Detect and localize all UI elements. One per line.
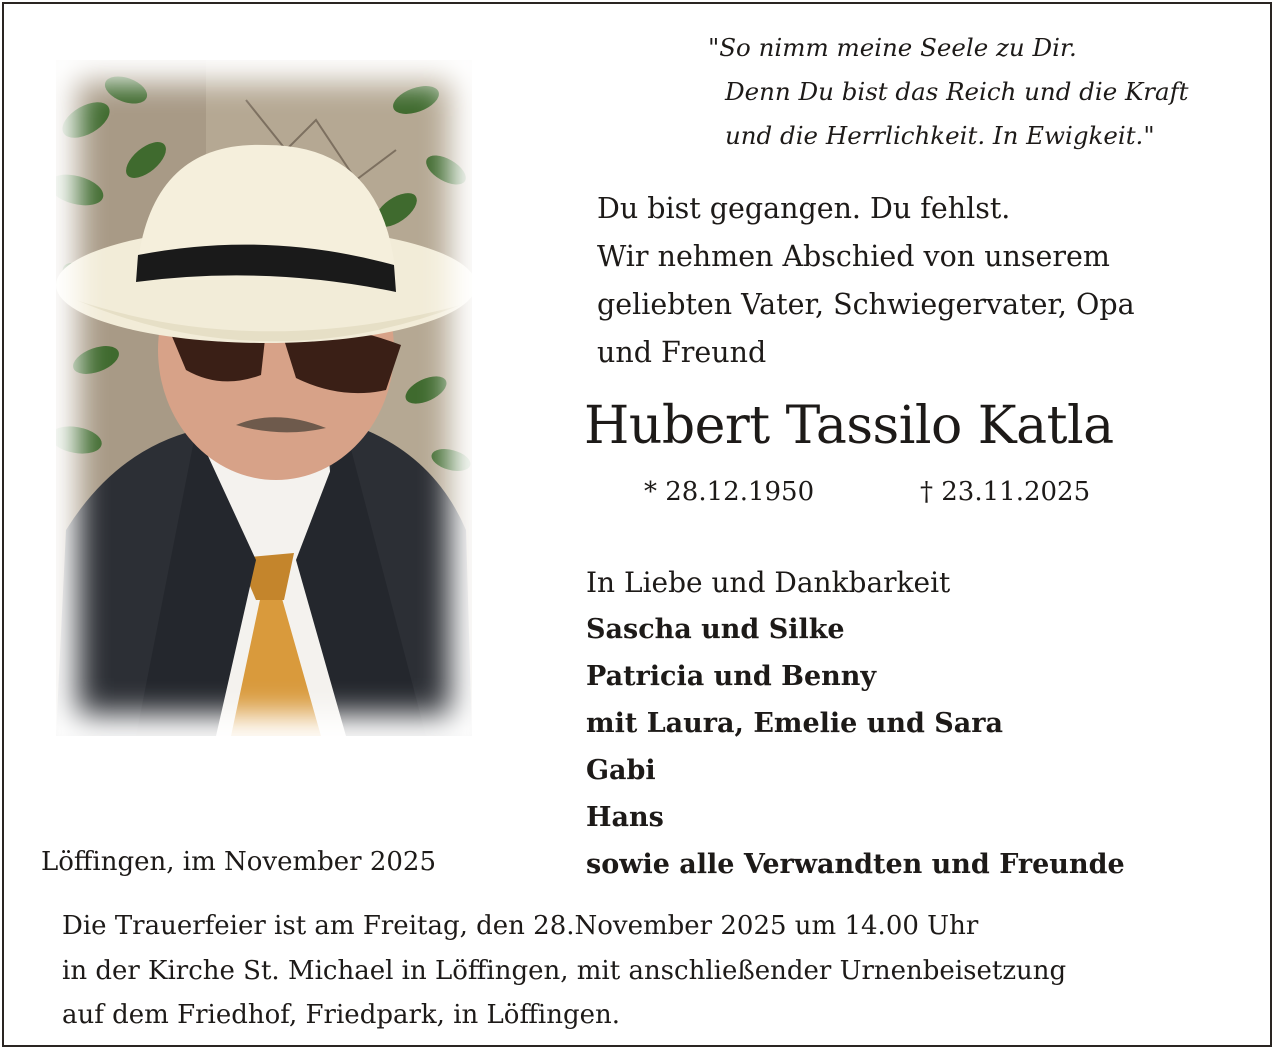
farewell-line-3: geliebten Vater, Schwiegervater, Opa: [597, 288, 1135, 321]
mourner-name: mit Laura, Emelie und Sara: [586, 708, 1003, 739]
death-date: † 23.11.2025: [920, 477, 1091, 507]
farewell-line-2: Wir nehmen Abschied von unserem: [597, 240, 1110, 273]
mourner-name: sowie alle Verwandten und Freunde: [586, 849, 1125, 880]
mourner-name: Hans: [586, 802, 664, 833]
obituary-frame: [2, 2, 1272, 1047]
portrait-photo: [56, 60, 472, 736]
farewell-line-4: und Freund: [597, 336, 767, 369]
verse-line-2: Denn Du bist das Reich und die Kraft: [725, 77, 1189, 106]
farewell-line-1: Du bist gegangen. Du fehlst.: [597, 192, 1011, 225]
verse-line-1: "So nimm meine Seele zu Dir.: [708, 33, 1077, 62]
mourner-name: Patricia und Benny: [586, 661, 877, 692]
place-and-date: Löffingen, im November 2025: [41, 847, 437, 877]
service-line-2: in der Kirche St. Michael in Löffingen, mit anschließender Urnenbeisetzung: [62, 955, 1067, 986]
mourners-list: [586, 559, 1125, 888]
service-line-3: auf dem Friedhof, Friedpark, in Löffingen.: [62, 1000, 621, 1030]
funeral-service-info: [62, 904, 1066, 1038]
mourner-name: Sascha und Silke: [586, 614, 845, 645]
mourner-name: Gabi: [586, 755, 656, 786]
verse-quote: [708, 26, 1189, 158]
verse-line-3: und die Herrlichkeit. In Ewigkeit.": [725, 121, 1155, 150]
farewell-text: [597, 185, 1135, 377]
birth-date: * 28.12.1950: [644, 477, 815, 507]
service-line-1: Die Trauerfeier ist am Freitag, den 28.November 2025 um 14.00 Uhr: [62, 911, 979, 941]
deceased-name: Hubert Tassilo Katla: [584, 396, 1114, 456]
mourners-intro: In Liebe und Dankbarkeit: [586, 566, 951, 599]
